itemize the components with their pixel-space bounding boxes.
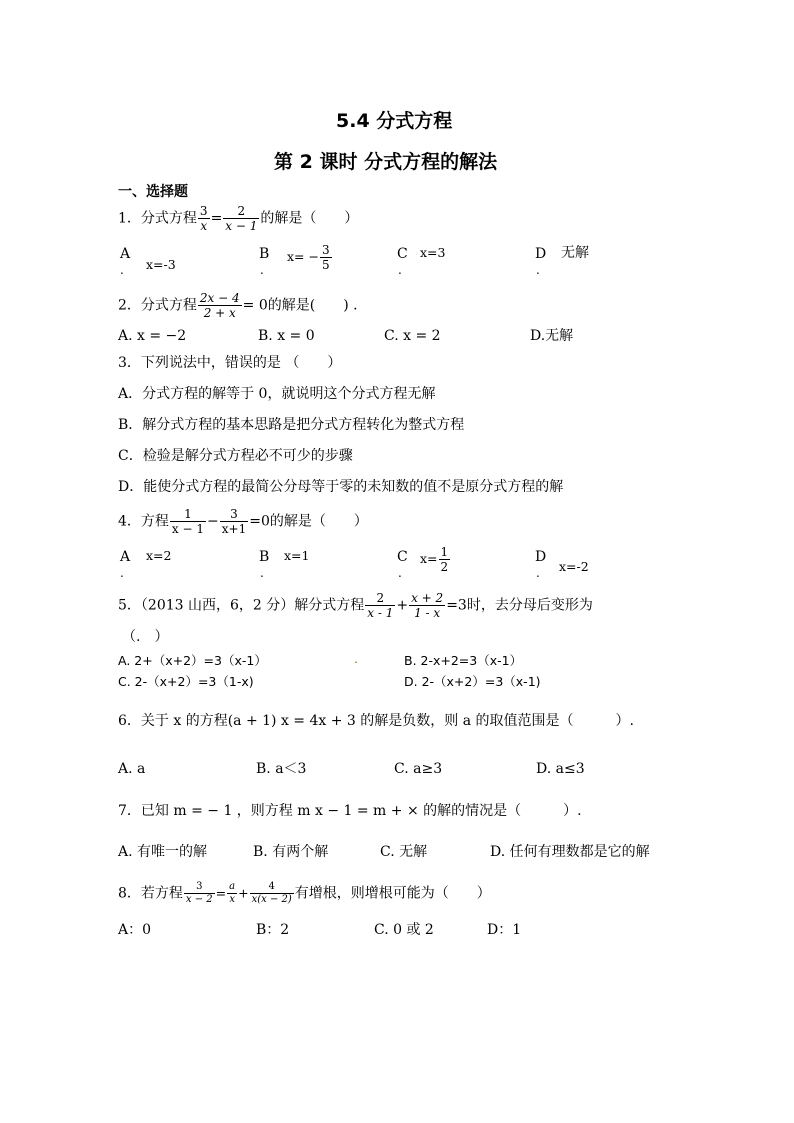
page-title: 5.4 分式方程 bbox=[336, 110, 453, 132]
q6-option-a: A. a bbox=[118, 761, 146, 777]
q1-rhs-fraction: $\frac{2}{x - 1}$ bbox=[225, 204, 258, 233]
q1-option-b-text: x= − $\frac{3}{5}$ bbox=[287, 243, 330, 272]
q4-option-c: C bbox=[397, 549, 408, 565]
q4-fraction-1: $\frac{1}{x - 1}$ bbox=[171, 507, 205, 536]
q1-option-b: B bbox=[259, 246, 270, 262]
q2-option-b: B. x = 0 bbox=[258, 328, 315, 344]
q1-prefix: 1．分式方程 bbox=[118, 210, 197, 227]
q1-option-a-dot: . bbox=[120, 263, 124, 277]
q4-option-d-text: x=-2 bbox=[559, 559, 589, 574]
q1-option-a-text: x=-3 bbox=[146, 257, 176, 272]
q3-option-c: C．检验是解分式方程必不可少的步骤 bbox=[118, 448, 353, 464]
q7-option-a: A. 有唯一的解 bbox=[118, 844, 208, 860]
q3-option-a: A．分式方程的解等于 0，就说明这个分式方程无解 bbox=[118, 386, 436, 402]
q8-option-c: C. 0 或 2 bbox=[374, 922, 434, 938]
question-4-stem: 4．方程 $\frac{1}{x - 1}$ − $\frac{3}{x+1}$ =0的解是（ ） bbox=[118, 507, 368, 536]
q4-option-d-dot: . bbox=[536, 566, 540, 580]
q1-suffix: 的解是（ ） bbox=[260, 210, 359, 227]
question-5-stem: 5．（2013 山西，6，2 分）解分式方程 $\frac{2}{x - 1}$ + $\frac{x + 2}{1 - x}$ =3时，去分母后变形为 bbox=[118, 591, 593, 620]
q6-option-d: D. a≤3 bbox=[536, 761, 585, 777]
q4-option-b-dot: . bbox=[260, 566, 264, 580]
q4-option-c-dot: . bbox=[398, 566, 402, 580]
q8-option-d: D：1 bbox=[487, 922, 522, 938]
q5-option-b: B. 2-x+2=3（x-1） bbox=[404, 653, 523, 668]
question-3-stem: 3．下列说法中，错误的是 （ ） bbox=[118, 355, 342, 371]
q6-option-c: C. a≥3 bbox=[394, 761, 443, 777]
q4-option-a-text: x=2 bbox=[146, 548, 172, 563]
section-heading: 一、选择题 bbox=[118, 184, 188, 200]
q7-option-d: D. 任何有理数都是它的解 bbox=[490, 844, 650, 860]
q6-option-b: B. a＜3 bbox=[256, 761, 307, 777]
q1-lhs-fraction: $\frac{3}{x}$ bbox=[199, 204, 208, 233]
q8-option-b: B：2 bbox=[256, 922, 290, 938]
q4-option-a: A bbox=[120, 549, 131, 565]
q1-option-d: D bbox=[535, 246, 547, 262]
q3-option-d: D．能使分式方程的最简公分母等于零的未知数的值不是原分式方程的解 bbox=[118, 479, 564, 495]
q1-option-c-text: x=3 bbox=[420, 245, 446, 260]
q2-option-a: A. x = −2 bbox=[118, 328, 187, 344]
q2-fraction: $\frac{2x - 4}{2 + x}$ bbox=[199, 291, 240, 320]
q8-option-a: A：0 bbox=[118, 922, 152, 938]
question-8-stem: 8．若方程 $\frac{3}{x - 2}$ = $\frac{a}{x}$ + $\frac{4}{x(x - 2)}$ 有增根，则增根可能为（ ） bbox=[118, 881, 491, 905]
q2-option-d: D.无解 bbox=[530, 328, 574, 344]
q1-option-d-dot: . bbox=[536, 263, 540, 277]
q5-option-d: D. 2-（x+2）=3（x-1) bbox=[404, 674, 541, 689]
page-subtitle: 第 2 课时 分式方程的解法 bbox=[274, 151, 498, 173]
q1-option-b-dot: . bbox=[260, 263, 264, 277]
q8-fraction-2: $\frac{a}{x}$ bbox=[229, 881, 236, 905]
q4-option-d: D bbox=[535, 549, 547, 565]
q4-fraction-2: $\frac{3}{x+1}$ bbox=[221, 507, 247, 536]
q5-option-a: A. 2+（x+2）=3（x-1） bbox=[118, 653, 267, 668]
q1-option-d-text: 无解 bbox=[561, 245, 589, 261]
question-6-stem: 6．关于 x 的方程(a + 1) x = 4x + 3 的解是负数，则 a 的取值范围是（ ）. bbox=[118, 713, 634, 729]
question-7-stem: 7．已知 m = − 1 ，则方程 m x − 1 = m + × 的解的情况是（ ）. bbox=[118, 803, 582, 819]
question-2-stem: 2．分式方程 $\frac{2x - 4}{2 + x}$ = 0的解是( ) . bbox=[118, 291, 358, 320]
q4-option-b-text: x=1 bbox=[284, 548, 310, 563]
q4-option-c-text: x= $\frac{1}{2}$ bbox=[420, 545, 449, 574]
q1-option-c: C bbox=[397, 246, 408, 262]
q7-option-b: B. 有两个解 bbox=[253, 844, 329, 860]
q5-stray-dot: . bbox=[354, 651, 358, 666]
q8-fraction-1: $\frac{3}{x - 2}$ bbox=[185, 881, 213, 905]
q3-option-b: B．解分式方程的基本思路是把分式方程转化为整式方程 bbox=[118, 417, 465, 433]
q5-continuation: （. ） bbox=[122, 629, 169, 645]
q7-option-c: C. 无解 bbox=[380, 844, 428, 860]
q1-option-a: A bbox=[120, 246, 131, 262]
question-1-stem: 1．分式方程 $\frac{3}{x}$ = $\frac{2}{x - 1}$ 的解是（ ） bbox=[118, 204, 359, 233]
q2-option-c: C. x = 2 bbox=[384, 328, 441, 344]
q5-fraction-1: $\frac{2}{x - 1}$ bbox=[367, 591, 394, 620]
q4-option-b: B bbox=[259, 549, 270, 565]
q4-option-a-dot: . bbox=[120, 566, 124, 580]
q5-option-c: C. 2-（x+2）=3（1-x) bbox=[118, 674, 254, 689]
q8-fraction-3: $\frac{4}{x(x - 2)}$ bbox=[251, 881, 292, 905]
q5-fraction-2: $\frac{x + 2}{1 - x}$ bbox=[411, 591, 444, 620]
q1-option-c-dot: . bbox=[398, 263, 402, 277]
